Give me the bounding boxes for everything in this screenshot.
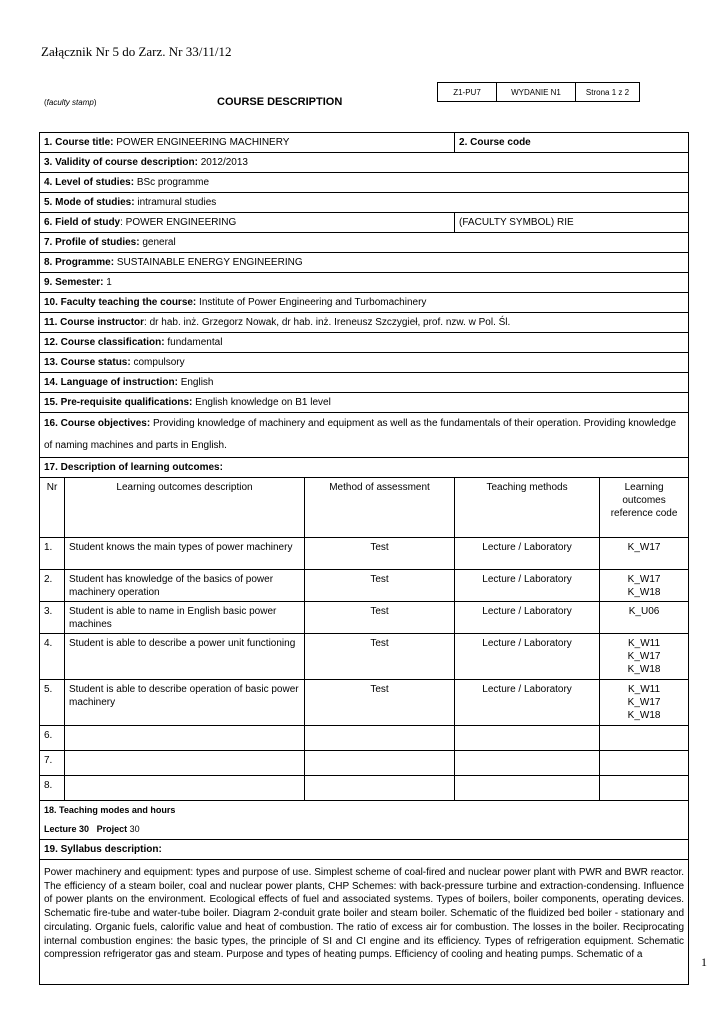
course-description-table [39,132,689,985]
row-teaching: Lecture / Laboratory [455,570,600,602]
level-value: BSc programme [136,177,210,188]
table-row [40,726,689,751]
row-assessment: Test [305,680,455,726]
row-assessment [305,776,455,801]
row-reference: K_W11 K_W17 K_W18 [600,634,689,680]
validity-label: 3. Validity of course description: [44,157,198,168]
form-code: Z1-PU7 [438,83,497,102]
row-reference [600,726,689,751]
document-title: COURSE DESCRIPTION [217,96,343,108]
teaching-modes-label: 18. Teaching modes and hours [44,805,176,815]
row-teaching [455,751,600,776]
row-teaching: Lecture / Laboratory [455,680,600,726]
row-reference: K_W11 K_W17 K_W18 [600,680,689,726]
course-status [40,353,689,373]
objectives-label: 16. Course objectives: [44,418,151,429]
col-teaching: Teaching methods [455,478,600,538]
faculty-symbol: (FACULTY SYMBOL) RIE [455,213,689,233]
stamp-open-paren: ( [44,98,47,107]
col-reference: Learning outcomes reference code [600,478,689,538]
row-teaching [455,726,600,751]
row-nr: 4. [40,634,65,680]
validity-value: 2012/2013 [200,157,248,168]
programme [40,253,689,273]
page-of: Strona 1 z 2 [576,83,640,102]
row-teaching: Lecture / Laboratory [455,602,600,634]
row-description [65,726,305,751]
row-nr: 5. [40,680,65,726]
status-label: 13. Course status: [44,357,131,368]
course-code-label: 2. Course code [459,137,531,148]
row-reference: K_W17 K_W18 [600,570,689,602]
field-course-title-row [40,133,689,153]
document-code-box [437,82,640,102]
faculty-teaching [40,293,689,313]
edition: WYDANIE N1 [497,83,576,102]
instructor-value: : dr hab. inż. Grzegorz Nowak, dr hab. inż. Ireneusz Szczygieł, prof. nzw. w Pol. Śl. [144,317,511,328]
profile-label: 7. Profile of studies: [44,237,140,248]
row-assessment: Test [305,538,455,570]
learning-outcomes-heading [40,458,689,478]
page-number: 1 [701,955,707,969]
row-nr: 3. [40,602,65,634]
faculty-value: Institute of Power Engineering and Turbomachinery [199,297,427,308]
row-description: Student knows the main types of power machinery [65,538,305,570]
col-assessment: Method of assessment [305,478,455,538]
row-assessment [305,751,455,776]
field-label: 6. Field of study [44,217,121,228]
programme-label: 8. Programme: [44,257,115,268]
row-description: Student has knowledge of the basics of power machinery operation [65,570,305,602]
outcomes-header-row [40,478,689,538]
row-teaching: Lecture / Laboratory [455,538,600,570]
row-teaching [455,776,600,801]
programme-value: SUSTAINABLE ENERGY ENGINEERING [116,257,303,268]
instructor-label: 11. Course instructor [44,317,145,328]
annex-reference: Załącznik Nr 5 do Zarz. Nr 33/11/12 [41,44,232,59]
faculty-stamp [44,98,96,107]
prerequisites-value: English knowledge on B1 level [195,397,331,408]
field-value: : POWER ENGINEERING [120,217,237,228]
course-code [455,133,689,153]
project-label: Project [96,824,128,834]
classification-value: fundamental [167,337,223,348]
lecture-label: Lecture [44,824,77,834]
syllabus-description: Power machinery and equipment: types and purpose of use. Simplest scheme of coal-fired and nuclear power plant with PWR and BWR reactor. The efficiency of a steam boiler, coal and nuclear power plants, CHP Schemes: with back-pressure turbine and extraction-condensing. Influence of power plants on the environment. Ecological effects of fuel and associated systems. Types of boilers, boiler components, operating devices. Schematic fire-tube and water-tube boiler. Diagram 2-conduit grate boiler and steam boiler. Schematic of the fluidized bed boiler - stationary and circulating. Organic fuels, calorific value and heat of combustion. The ratio of excess air for combustion. The losses in the boiler. Reciprocating internal combustion engines: the basic types, the principle of SI and CI engine and its efficiency. Types of refrigeration equipment. Schematic compression refrigerator gas and steam. Purpose and types of heating pumps. Efficiency of cooling and heating pumps. Schematic of a [40,860,689,985]
table-row [40,751,689,776]
col-description: Learning outcomes description [65,478,305,538]
semester-value: 1 [106,277,112,288]
course-objectives [40,413,689,458]
level-of-studies [40,173,689,193]
row-reference: K_U06 [600,602,689,634]
profile-value: general [142,237,176,248]
language-of-instruction [40,373,689,393]
mode-value: intramural studies [137,197,217,208]
classification-label: 12. Course classification: [44,337,165,348]
table-row [40,570,689,602]
teaching-modes [40,801,689,840]
level-label: 4. Level of studies: [44,177,135,188]
prerequisites [40,393,689,413]
lecture-hours: 30 [79,824,90,834]
row-teaching: Lecture / Laboratory [455,634,600,680]
syllabus-label: 19. Syllabus description: [44,844,162,855]
course-instructor [40,313,689,333]
row-assessment [305,726,455,751]
row-nr: 1. [40,538,65,570]
language-label: 14. Language of instruction: [44,377,178,388]
row-description: Student is able to describe a power unit functioning [65,634,305,680]
field-of-study [40,213,455,233]
row-reference [600,776,689,801]
row-reference [600,751,689,776]
row-assessment: Test [305,634,455,680]
prerequisites-label: 15. Pre-requisite qualifications: [44,397,193,408]
outcomes-label: 17. Description of learning outcomes: [44,462,223,473]
row-assessment: Test [305,570,455,602]
syllabus-heading [40,840,689,860]
table-row [40,538,689,570]
faculty-label: 10. Faculty teaching the course: [44,297,197,308]
row-reference: K_W17 [600,538,689,570]
table-row [40,602,689,634]
mode-label: 5. Mode of studies: [44,197,135,208]
row-description [65,776,305,801]
row-nr: 6. [40,726,65,751]
objectives-value: Providing knowledge of machinery and equipment as well as the fundamentals of their operation. Providing knowledge of naming machines and parts in English. [44,418,677,451]
mode-of-studies [40,193,689,213]
row-description: Student is able to describe operation of basic power machinery [65,680,305,726]
course-classification [40,333,689,353]
project-hours: 30 [129,824,140,834]
row-description: Student is able to name in English basic power machines [65,602,305,634]
language-value: English [180,377,214,388]
semester [40,273,689,293]
stamp-close-paren: ) [93,98,97,107]
col-nr: Nr [40,478,65,538]
row-nr: 8. [40,776,65,801]
course-title-value: POWER ENGINEERING MACHINERY [116,137,290,148]
table-row [40,634,689,680]
table-row [40,680,689,726]
semester-label: 9. Semester: [44,277,104,288]
stamp-label: faculty stamp [46,98,94,107]
row-description [65,751,305,776]
validity [40,153,689,173]
row-nr: 2. [40,570,65,602]
table-row [40,776,689,801]
profile-of-studies [40,233,689,253]
row-nr: 7. [40,751,65,776]
status-value: compulsory [133,357,185,368]
row-assessment: Test [305,602,455,634]
course-title-label: 1. Course title: [44,137,114,148]
course-title [40,133,455,153]
